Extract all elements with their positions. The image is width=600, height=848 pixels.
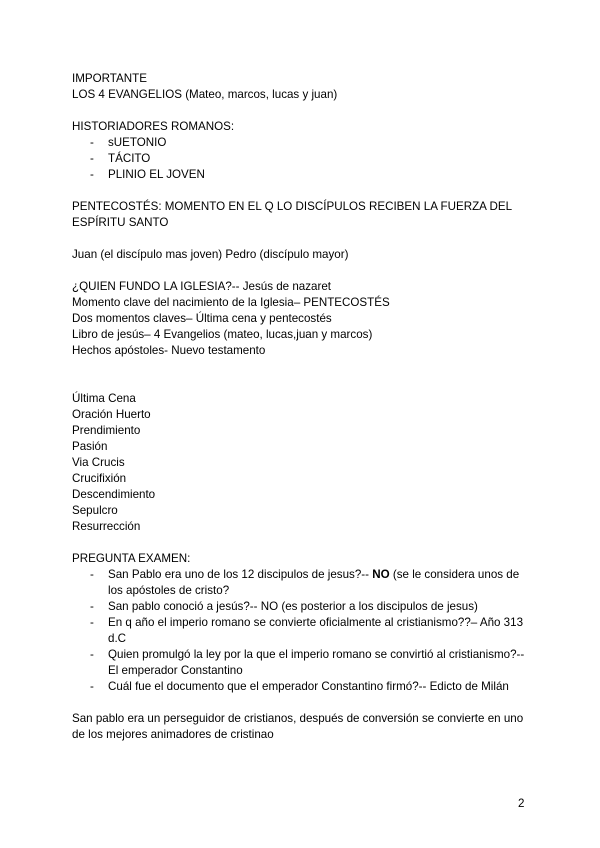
pasion-step: Crucifixión bbox=[72, 472, 127, 485]
dash-bullet: - bbox=[90, 568, 94, 581]
discipulos-line: Juan (el discípulo mas joven) Pedro (discípulo mayor) bbox=[72, 248, 349, 261]
historiador-name: sUETONIO bbox=[108, 136, 167, 149]
list-item bbox=[72, 647, 532, 679]
pasion-step: Prendimiento bbox=[72, 424, 141, 437]
examen-question: San pablo conoció a jesús?-- NO (es posterior a los discipulos de jesus) bbox=[108, 600, 478, 613]
historiador-name: TÁCITO bbox=[108, 152, 151, 165]
pasion-step: Oración Huerto bbox=[72, 408, 151, 421]
pregunta-line: Libro de jesús– 4 Evangelios (mateo, lucas,juan y marcos) bbox=[72, 328, 373, 341]
spacer bbox=[72, 183, 532, 199]
examen-question: Cuál fue el documento que el emperador Constantino firmó?-- Edicto de Milán bbox=[108, 680, 509, 693]
pasion-step: Resurrección bbox=[72, 520, 141, 533]
page-number: 2 bbox=[518, 797, 525, 810]
examen-question: Quien promulgó la ley por la que el imperio romano se convirtió al cristianismo?-- El emperador Constantino bbox=[108, 648, 525, 677]
dash-bullet: - bbox=[90, 152, 94, 165]
san-pablo-paragraph: San pablo era un perseguidor de cristianos, después de conversión se convierte en uno de los mejores animadores de cristinao bbox=[72, 712, 527, 741]
pasion-step: Sepulcro bbox=[72, 504, 118, 517]
section-title-examen: PREGUNTA EXAMEN: bbox=[72, 552, 191, 565]
list-item bbox=[72, 599, 532, 615]
pregunta-line: Dos momentos claves– Última cena y pentecostés bbox=[72, 312, 332, 325]
list-item bbox=[72, 135, 532, 151]
dash-bullet: - bbox=[90, 680, 94, 693]
list-item bbox=[72, 167, 532, 183]
spacer bbox=[72, 263, 532, 279]
pentecostes-paragraph: PENTECOSTÉS: MOMENTO EN EL Q LO DISCÍPULOS RECIBEN LA FUERZA DEL ESPÍRITU SANTO bbox=[72, 200, 515, 229]
section-title-importante: IMPORTANTE bbox=[72, 72, 147, 85]
examen-answer-bold: NO bbox=[372, 568, 390, 581]
pasion-step: Via Crucis bbox=[72, 456, 125, 469]
list-item bbox=[72, 567, 532, 599]
dash-bullet: - bbox=[90, 168, 94, 181]
evangelios-line: LOS 4 EVANGELIOS (Mateo, marcos, lucas y juan) bbox=[72, 88, 338, 101]
examen-question-after: (se le considera unos de los apóstoles de cristo? bbox=[108, 568, 520, 597]
pasion-step: Pasión bbox=[72, 440, 108, 453]
spacer bbox=[72, 359, 532, 391]
spacer bbox=[72, 535, 532, 551]
document-content bbox=[72, 71, 532, 743]
list-item bbox=[72, 151, 532, 167]
list-item bbox=[72, 679, 532, 695]
pasion-step: Última Cena bbox=[72, 392, 136, 405]
spacer bbox=[72, 103, 532, 119]
section-title-historiadores: HISTORIADORES ROMANOS: bbox=[72, 120, 235, 133]
pasion-step: Descendimiento bbox=[72, 488, 156, 501]
examen-question: En q año el imperio romano se convierte oficialmente al cristianismo??– Año 313 d.C bbox=[108, 616, 524, 645]
list-item bbox=[72, 615, 532, 647]
dash-bullet: - bbox=[90, 136, 94, 149]
pregunta-line: ¿QUIEN FUNDO LA IGLESIA?-- Jesús de nazaret bbox=[72, 280, 332, 293]
dash-bullet: - bbox=[90, 600, 94, 613]
dash-bullet: - bbox=[90, 616, 94, 629]
dash-bullet: - bbox=[90, 648, 94, 661]
historiadores-list bbox=[72, 135, 532, 183]
examen-list bbox=[72, 567, 532, 695]
spacer bbox=[72, 231, 532, 247]
spacer bbox=[72, 695, 532, 711]
pregunta-line: Hechos apóstoles- Nuevo testamento bbox=[72, 344, 266, 357]
historiador-name: PLINIO EL JOVEN bbox=[108, 168, 205, 181]
pregunta-line: Momento clave del nacimiento de la Iglesia– PENTECOSTÉS bbox=[72, 296, 390, 309]
examen-question-before: San Pablo era uno de los 12 discipulos de jesus?-- bbox=[108, 568, 373, 581]
